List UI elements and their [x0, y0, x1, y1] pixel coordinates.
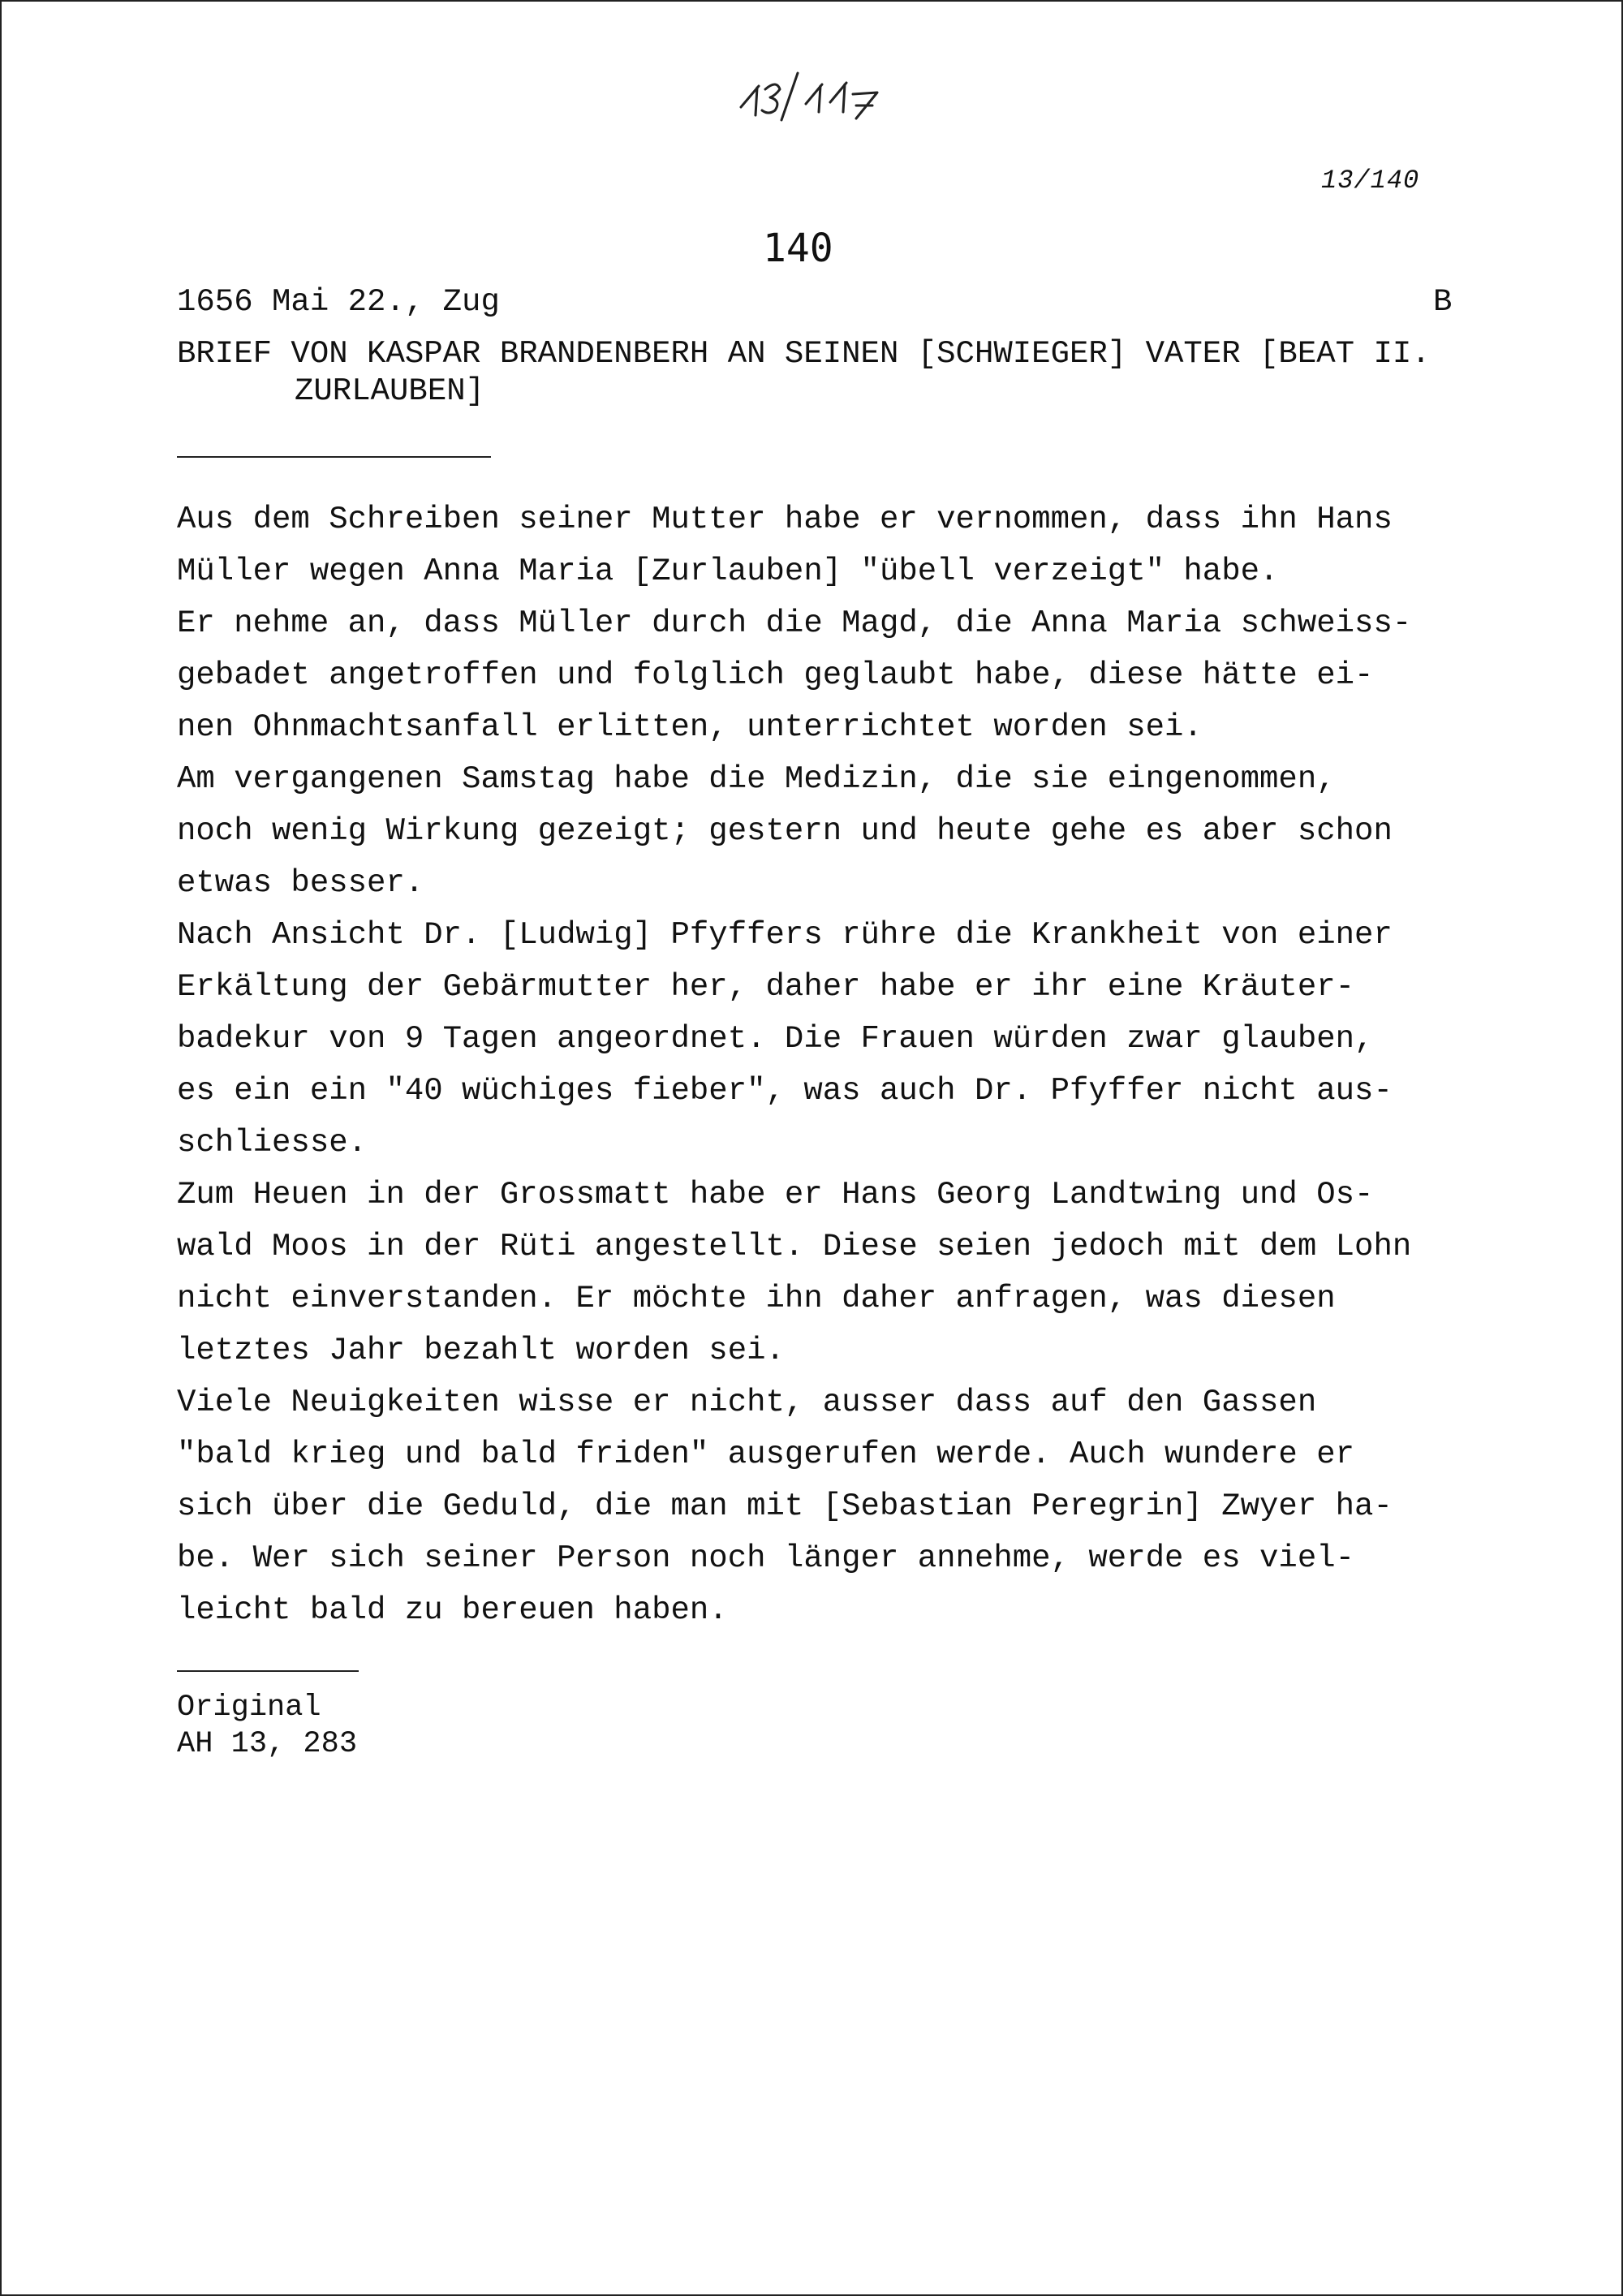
body-line: nicht einverstanden. Er möchte ihn daher anfragen, was diesen — [177, 1281, 1336, 1316]
archive-reference: 13/140 — [1321, 166, 1420, 196]
body-line: Er nehme an, dass Müller durch die Magd, die Anna Maria schweiss- — [177, 605, 1412, 641]
document-title-line-2: ZURLAUBEN] — [295, 373, 485, 409]
body-line: noch wenig Wirkung gezeigt; gestern und heute gehe es aber schon — [177, 813, 1393, 849]
body-line: Viele Neuigkeiten wisse er nicht, ausser dass auf den Gassen — [177, 1385, 1317, 1420]
body-line: badekur von 9 Tagen angeordnet. Die Frauen würden zwar glauben, — [177, 1021, 1374, 1057]
body-line: letztes Jahr bezahlt worden sei. — [177, 1333, 785, 1368]
body-line: wald Moos in der Rüti angestellt. Diese seien jedoch mit dem Lohn — [177, 1229, 1412, 1264]
source-label: Original — [177, 1691, 321, 1725]
body-line: gebadet angetroffen und folglich geglaubt habe, diese hätte ei- — [177, 657, 1374, 693]
handwritten-signature-mark — [734, 57, 897, 122]
body-line: sich über die Geduld, die man mit [Sebastian Peregrin] Zwyer ha- — [177, 1488, 1393, 1524]
header-divider — [177, 456, 491, 458]
body-line: Nach Ansicht Dr. [Ludwig] Pfyffers rühre die Krankheit von einer — [177, 917, 1393, 953]
body-line: Müller wegen Anna Maria [Zurlauben] "übell verzeigt" habe. — [177, 554, 1279, 589]
body-line: schliesse. — [177, 1125, 368, 1161]
body-line: Am vergangenen Samstag habe die Medizin, die sie eingenommen, — [177, 761, 1336, 797]
document-type-code: B — [1433, 284, 1453, 320]
body-line: nen Ohnmachtsanfall erlitten, unterrichtet worden sei. — [177, 709, 1203, 745]
body-line: Erkältung der Gebärmutter her, daher habe er ihr eine Kräuter- — [177, 969, 1355, 1005]
document-number: 140 — [763, 226, 833, 271]
document-title-line-1: BRIEF VON KASPAR BRANDENBERH AN SEINEN [SCHWIEGER] VATER [BEAT II. — [177, 336, 1431, 372]
body-line: be. Wer sich seiner Person noch länger annehme, werde es viel- — [177, 1540, 1355, 1576]
body-line: leicht bald zu bereuen haben. — [177, 1592, 728, 1628]
summary-text — [177, 493, 1411, 1636]
source-reference: AH 13, 283 — [177, 1727, 358, 1761]
body-line: es ein ein "40 wüchiges fieber", was auch Dr. Pfyffer nicht aus- — [177, 1073, 1393, 1109]
body-line: Aus dem Schreiben seiner Mutter habe er vernommen, dass ihn Hans — [177, 502, 1393, 537]
body-line: "bald krieg und bald friden" ausgerufen werde. Auch wundere er — [177, 1437, 1355, 1472]
source-note — [177, 1690, 357, 1763]
footnote-divider — [177, 1670, 359, 1672]
date-place: 1656 Mai 22., Zug — [177, 284, 500, 320]
body-line: Zum Heuen in der Grossmatt habe er Hans Georg Landtwing und Os- — [177, 1177, 1374, 1213]
body-line: etwas besser. — [177, 865, 424, 901]
